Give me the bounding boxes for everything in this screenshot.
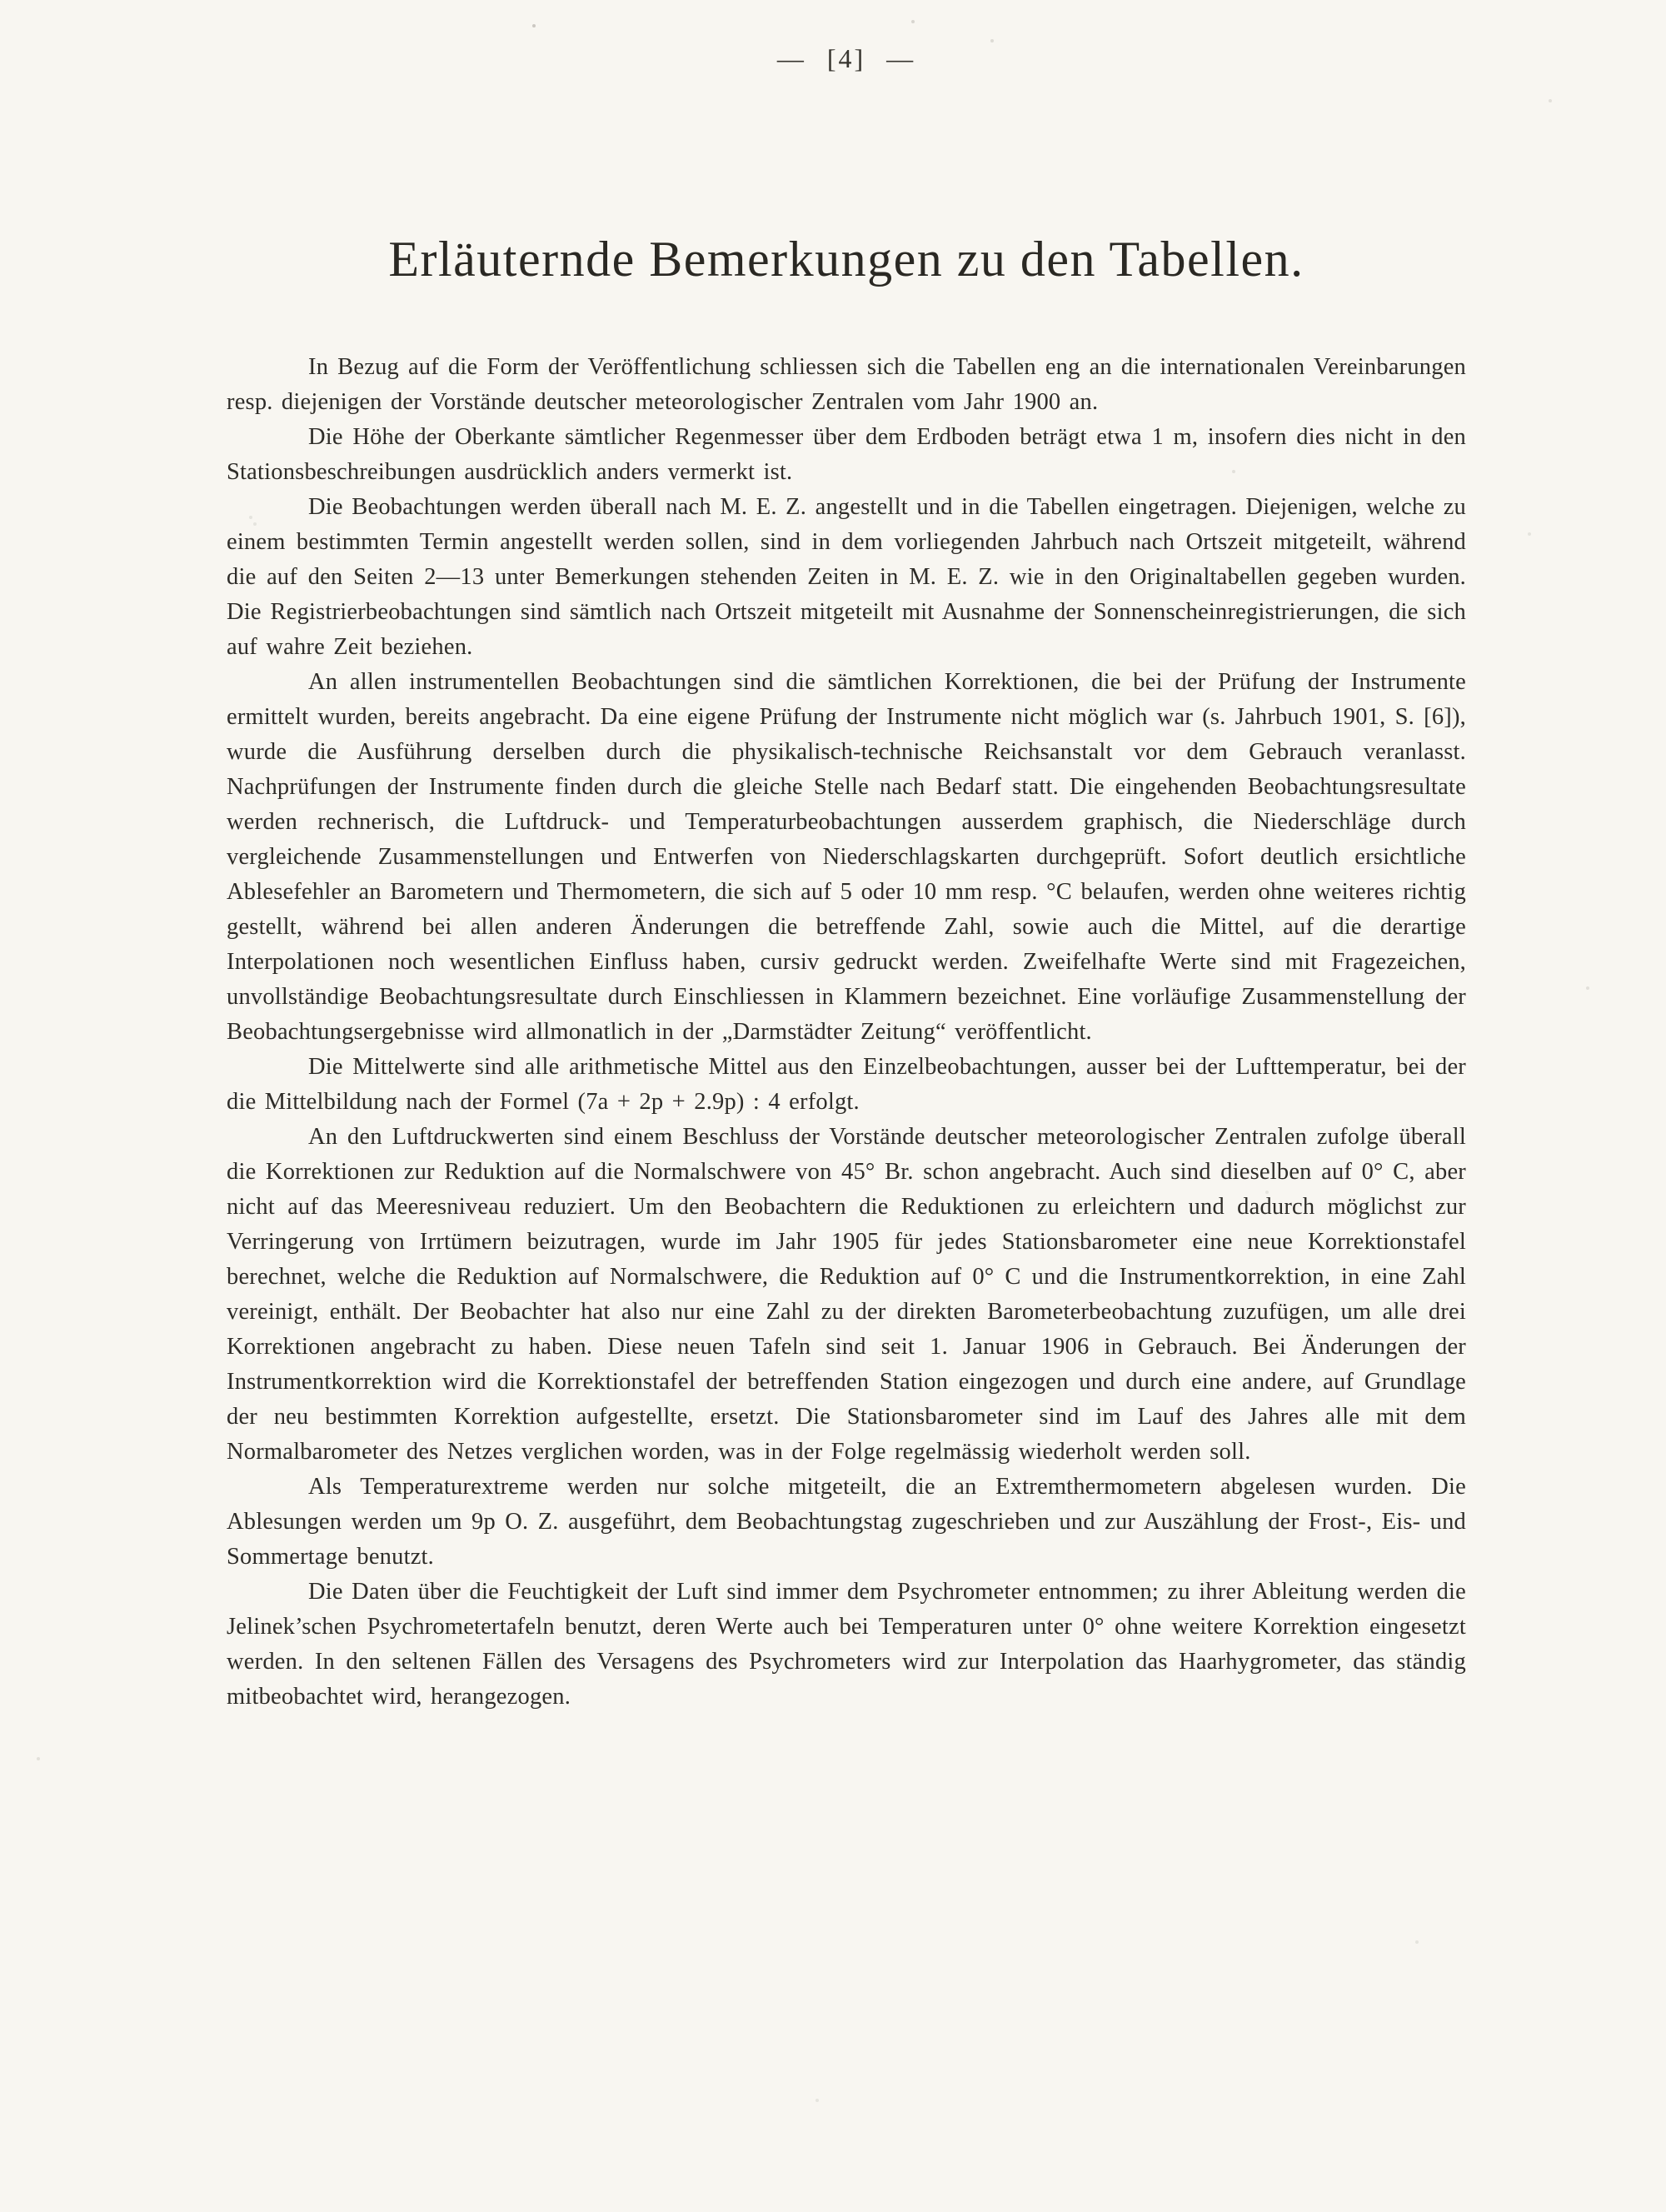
page-content (227, 0, 1466, 1715)
paragraph: Die Beobachtungen werden überall nach M. E. Z. angestellt und in die Tabellen eingetragen. Diejenigen, welche zu einem bestimmten Termin angestellt werden sollen, sind in dem vorliegenden Jahrbuch nach Ortszeit mitgeteilt, während die auf den Seiten 2—13 unter Bemerkungen stehenden Zeiten in M. E. Z. wie in den Originaltabellen gegeben wurden. Die Registrierbeobachtungen sind sämtlich nach Ortszeit mitgeteilt mit Ausnahme der Sonnenscheinregistrierungen, die sich auf wahre Zeit beziehen. (227, 494, 1466, 660)
paragraph: Die Mittelwerte sind alle arithmetische Mittel aus den Einzelbeobachtungen, ausser bei der Lufttemperatur, bei der die Mittelbildung nach der Formel (7a + 2p + 2.9p) : 4 erfolgt. (227, 1054, 1466, 1115)
page-number: — [4] — (776, 43, 916, 73)
paragraph: Als Temperaturextreme werden nur solche mitgeteilt, die an Extremthermometern abgelesen wurden. Die Ablesungen werden um 9p O. Z. ausgeführt, dem Beobachtungstag zugeschrieben und zur Auszählung der Frost-, Eis- und Sommertage benutzt. (227, 1474, 1466, 1570)
paragraph: Die Höhe der Oberkante sämtlicher Regenmesser über dem Erdboden beträgt etwa 1 m, insofern dies nicht in den Stationsbeschreibungen ausdrücklich anders vermerkt ist. (227, 424, 1466, 485)
paragraph: An allen instrumentellen Beobachtungen sind die sämtlichen Korrektionen, die bei der Prüfung der Instrumente ermittelt wurden, bereits angebracht. Da eine eigene Prüfung der Instrumente nicht möglich war (s. Jahrbuch 1901, S. [6]), wurde die Ausführung derselben durch die physikalisch-technische Reichsanstalt vor dem Gebrauch veranlasst. Nachprüfungen der Instrumente finden durch die gleiche Stelle nach Bedarf statt. Die eingehenden Beobachtungsresultate werden rechnerisch, die Luftdruck- und Temperaturbeobachtungen ausserdem graphisch, die Niederschläge durch vergleichende Zusammenstellungen und Entwerfen von Niederschlagskarten durchgeprüft. Sofort deutlich ersichtliche Ablesefehler an Barometern und Thermometern, die sich auf 5 oder 10 mm resp. °C belaufen, werden ohne weiteres richtig gestellt, während bei allen anderen Änderungen die betreffende Zahl, sowie auch die Mittel, auf die derartige Interpolationen noch wesentlichen Einfluss haben, cursiv gedruckt werden. Zweifelhafte Werte sind mit Fragezeichen, unvollständige Beobachtungsresultate durch Einschliessen in Klammern bezeichnet. Eine vorläufige Zusammenstellung der Beobachtungsergebnisse wird allmonatlich in der „Darmstädter Zeitung“ veröffentlicht. (227, 669, 1466, 1045)
paragraph: An den Luftdruckwerten sind einem Beschluss der Vorstände deutscher meteorologischer Zentralen zufolge überall die Korrektionen zur Reduktion auf die Normalschwere von 45° Br. schon angebracht. Auch sind dieselben auf 0° C, aber nicht auf das Meeresniveau reduziert. Um den Beobachtern die Reduktionen zu erleichtern und dadurch möglichst zur Verringerung von Irrtümern beizutragen, wurde im Jahr 1905 für jedes Stationsbarometer eine neue Korrektionstafel berechnet, welche die Reduktion auf Normalschwere, die Reduktion auf 0° C und die Instrumentkorrektion, in eine Zahl vereinigt, enthält. Der Beobachter hat also nur eine Zahl zu der direkten Barometerbeobachtung zuzufügen, um alle drei Korrektionen angebracht zu haben. Diese neuen Tafeln sind seit 1. Januar 1906 in Gebrauch. Bei Änderungen der Instrumentkorrektion wird die Korrektionstafel der betreffenden Station eingezogen und durch eine andere, auf Grundlage der neu bestimmten Korrektion aufgestellte, ersetzt. Die Stationsbarometer sind im Lauf des Jahres alle mit dem Normalbarometer des Netzes verglichen worden, was in der Folge regelmässig wiederholt werden soll. (227, 1124, 1466, 1465)
scan-specks (0, 0, 2, 2)
document-body (227, 350, 1466, 1715)
page-title: Erläuternde Bemerkungen zu den Tabellen. (388, 232, 1304, 287)
paragraph: In Bezug auf die Form der Veröffentlichung schliessen sich die Tabellen eng an die internationalen Vereinbarungen resp. diejenigen der Vorstände deutscher meteorologischer Zentralen vom Jahr 1900 an. (227, 354, 1466, 415)
paragraph: Die Daten über die Feuchtigkeit der Luft sind immer dem Psychrometer entnommen; zu ihrer Ableitung werden die Jelinek’schen Psychrometertafeln benutzt, deren Werte auch bei Temperaturen unter 0° ohne weitere Korrektion eingesetzt werden. In den seltenen Fällen des Versagens des Psychrometers wird zur Interpolation das Haarhygrometer, das ständig mitbeobachtet wird, herangezogen. (227, 1579, 1466, 1710)
